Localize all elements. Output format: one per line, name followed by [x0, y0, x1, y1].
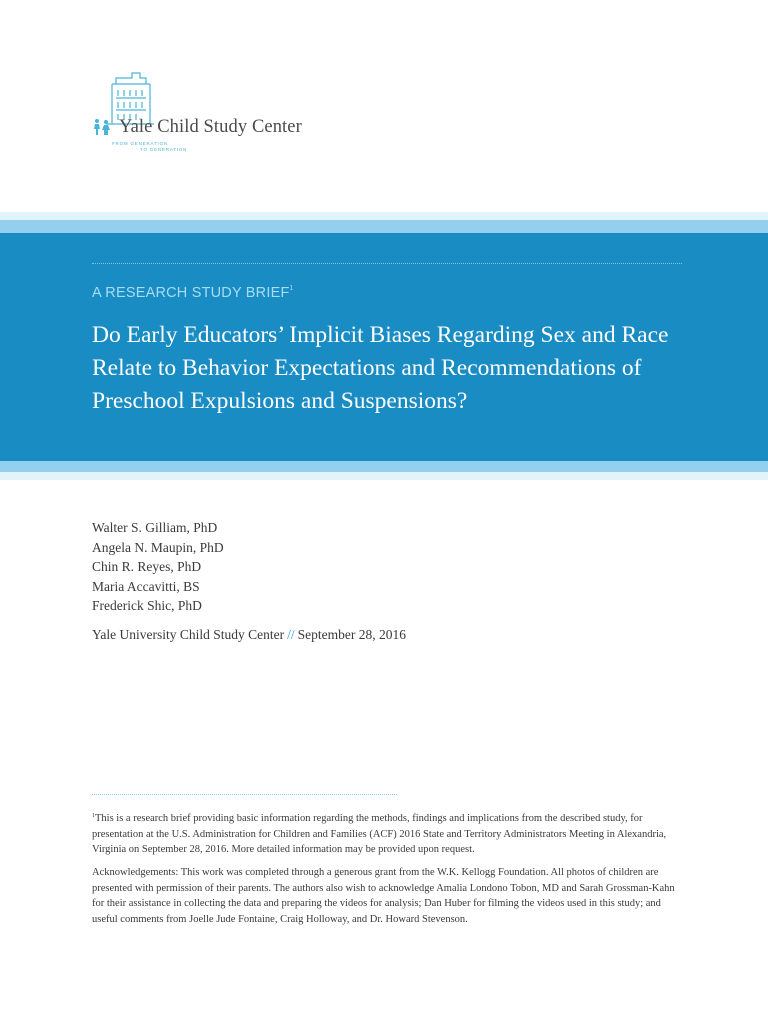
banner-dotted-rule — [92, 263, 682, 264]
logo-tagline-line-1: FROM GENERATION — [112, 141, 168, 146]
author-name: Maria Accavitti, BS — [92, 578, 200, 594]
affiliation-separator: // — [287, 627, 295, 642]
affiliation-line — [92, 627, 406, 643]
footnote — [92, 809, 682, 858]
footnote-marker: 1 — [92, 813, 95, 819]
children-icon — [92, 118, 114, 136]
logo-tagline — [112, 141, 187, 152]
author-name: Angela N. Maupin, PhD — [92, 539, 224, 555]
footnote-text: This is a research brief providing basic information regarding the methods, findings and implications from the described study, for presentation at the U.S. Administration for Children and Families (ACF) 2016 State and Territory Administrators Meeting in Alexandria, Virginia on September 28, 2016. More detailed information may be provided upon request. — [92, 813, 667, 855]
footnote-dotted-rule — [92, 794, 397, 795]
brief-kicker — [92, 285, 294, 301]
document-title — [92, 319, 692, 418]
logo-name: Yale Child Study Center — [119, 117, 302, 137]
document-title-line: Do Early Educators’ Implicit Biases Regarding Sex and Race — [92, 322, 669, 348]
document-title-line: Relate to Behavior Expectations and Recommendations of — [92, 355, 642, 381]
logo-tagline-line-2: TO GENERATION — [140, 146, 188, 152]
document-title-line: Preschool Expulsions and Suspensions? — [92, 388, 468, 414]
brief-kicker-text: A RESEARCH STUDY BRIEF — [92, 285, 290, 301]
author-name: Frederick Shic, PhD — [92, 598, 202, 613]
brief-kicker-footnote-marker: 1 — [289, 285, 294, 292]
author-name: Walter S. Gilliam, PhD — [92, 520, 218, 535]
band-light-top — [0, 220, 768, 233]
band-light-bottom — [0, 461, 768, 472]
acknowledgements: Acknowledgements: This work was completed through a generous grant from the W.K. Kellogg Foundation. All photos of children are presented with permission of their parents. The authors also wish to acknowledge Amalia Londono Tobon, MD and Sarah Grossman-Kahn for their assistance in collecting the data and preparing the videos for analysis; Dan Huber for filming the videos used in this study; and useful comments from Joelle Jude Fontaine, Craig Holloway, and Dr. Howard Stevenson. — [92, 867, 675, 925]
institution: Yale University Child Study Center — [92, 627, 285, 642]
yale-child-study-center-logo — [92, 68, 314, 156]
band-pale-top — [0, 212, 768, 220]
author-name: Chin R. Reyes, PhD — [92, 559, 202, 574]
title-banner — [0, 233, 768, 461]
author-list — [92, 518, 224, 616]
band-pale-bottom — [0, 472, 768, 480]
publication-date: September 28, 2016 — [297, 627, 406, 642]
